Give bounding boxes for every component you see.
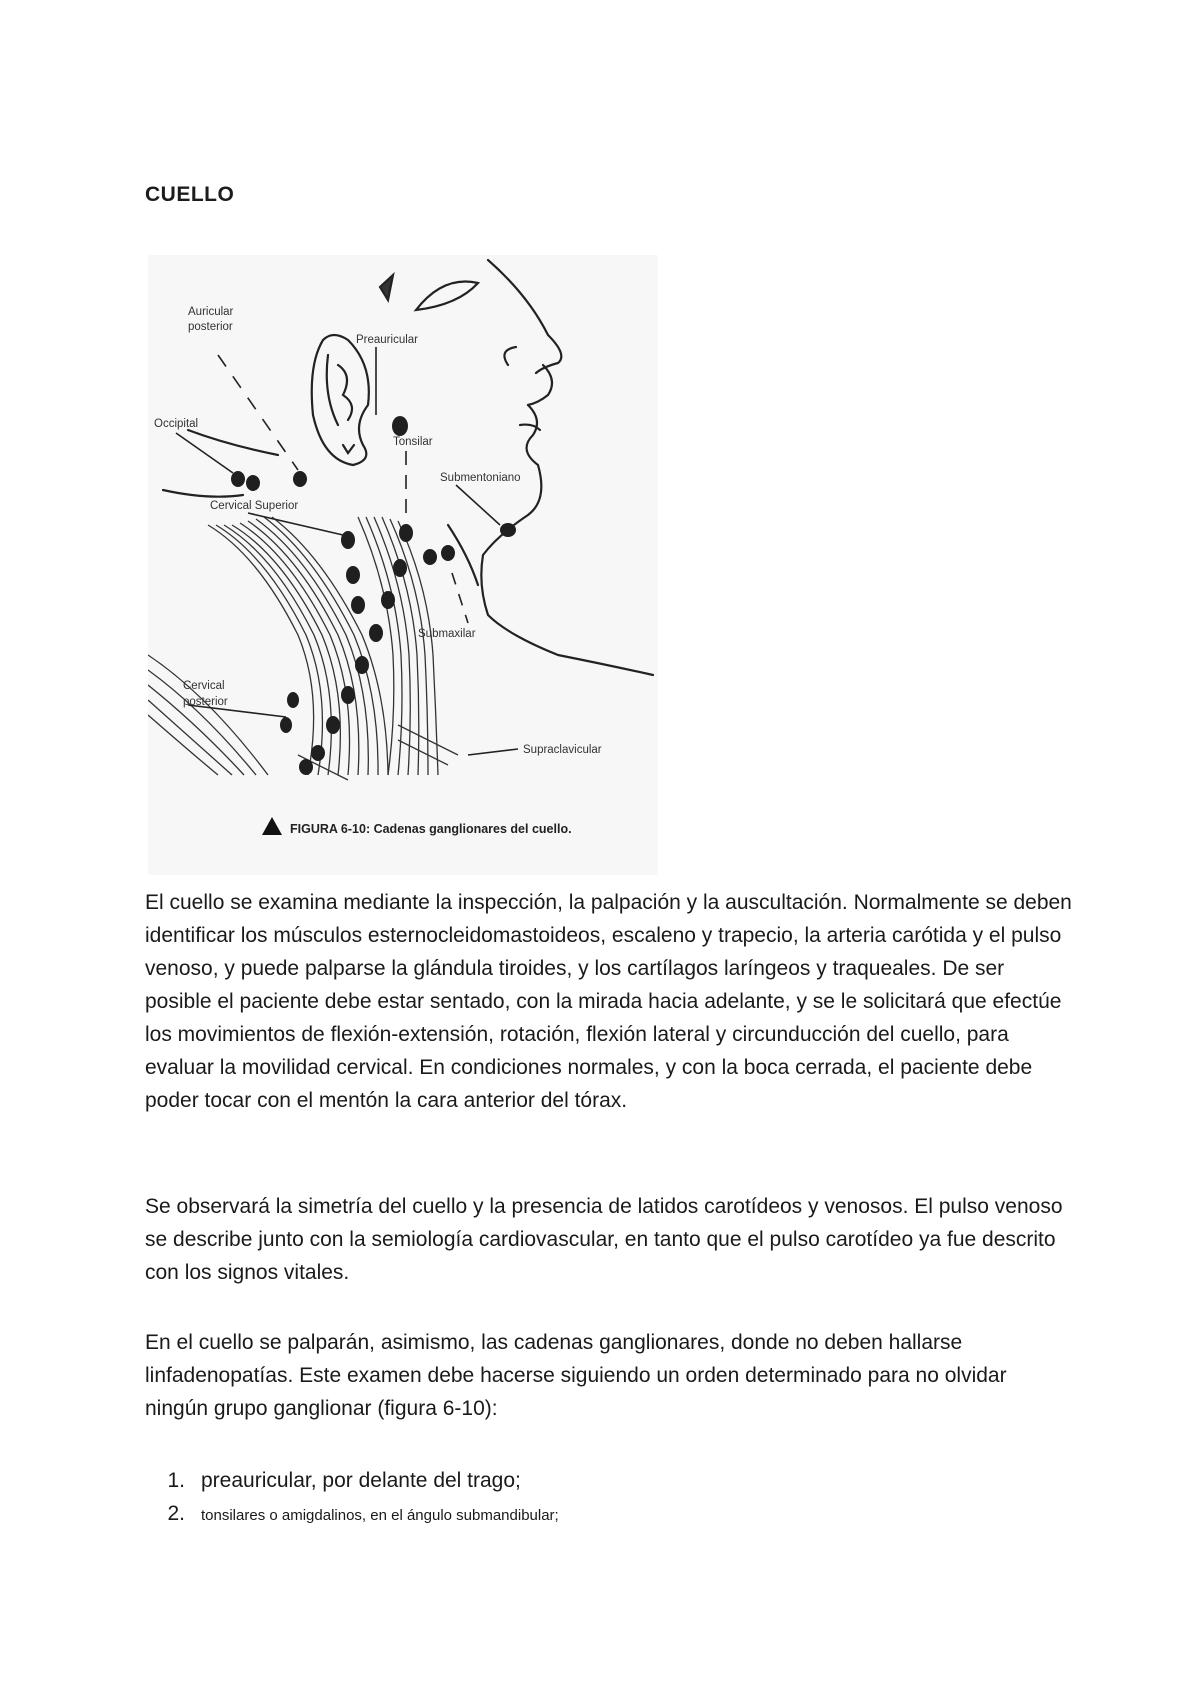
label-cervical-superior: Cervical Superior [210, 500, 299, 512]
node-cervical-superior-2 [346, 566, 360, 584]
node-submaxilar-1 [423, 549, 437, 565]
label-preauricular: Preauricular [356, 334, 418, 346]
node-supraclavicular-1 [311, 745, 325, 761]
node-supraclavicular-2 [299, 759, 313, 775]
label-submentoniano: Submentoniano [440, 472, 521, 484]
node-cervical-superior [341, 531, 355, 549]
label-auricular-posterior-2: posterior [188, 321, 233, 333]
list-item [145, 1499, 1075, 1531]
list-item-text: preauricular, por delante del trago; [201, 1469, 521, 1492]
node-jugular-6 [326, 716, 340, 734]
node-cervical-posterior-2 [280, 717, 292, 733]
paragraph-3 [145, 1326, 1075, 1425]
label-cervical-posterior-2: posterior [183, 696, 228, 708]
node-occipital-1 [231, 471, 245, 487]
node-cervical-superior-3 [351, 596, 365, 614]
node-jugular-3 [369, 624, 383, 642]
node-jugular-5 [341, 686, 355, 704]
node-jugular-1 [393, 559, 407, 577]
node-submentoniano [500, 523, 516, 537]
node-submaxilar-2 [441, 545, 455, 561]
node-jugular-2 [381, 591, 395, 609]
label-occipital: Occipital [154, 418, 199, 430]
label-auricular-posterior-1: Auricular [188, 306, 234, 318]
list-item-number: 2. [167, 1502, 185, 1525]
paragraph-2-text: Se observará la simetría del cuello y la presencia de latidos carotídeos y venosos. El pulso venoso se describe junto con la semiología cardiovascular, en tanto que el pulso carotídeo ya fue descrito con los signos vitales. [145, 1195, 1063, 1284]
node-auricular-posterior [293, 471, 307, 487]
label-tonsilar: Tonsilar [393, 436, 433, 448]
node-cervical-posterior-1 [287, 692, 299, 708]
label-submaxilar: Submaxilar [418, 628, 476, 640]
node-preauricular [392, 416, 408, 436]
figure-caption: FIGURA 6-10: Cadenas ganglionares del cuello. [290, 822, 572, 836]
label-cervical-posterior-1: Cervical [183, 680, 225, 692]
node-occipital-2 [246, 475, 260, 491]
node-jugular-4 [355, 656, 369, 674]
paragraph-2 [145, 1190, 1075, 1289]
paragraph-1-text: El cuello se examina mediante la inspección, la palpación y la auscultación. Normalmente se deben identificar los músculos esternocleidomastoideos, escaleno y trapecio, la arteria carótida y el pulso venoso, y puede palparse la glándula tiroides, y los cartílagos laríngeos y traqueales. De ser posible el paciente debe estar sentado, con la mirada hacia adelante, y se le solicitará que efectúe los movimientos de flexión-extensión, rotación, flexión lateral y circunducción del cuello, para evaluar la movilidad cervical. En condiciones normales, y con la boca cerrada, el paciente debe poder tocar con el mentón la cara anterior del tórax. [145, 891, 1072, 1112]
ganglion-order-list [145, 1463, 1075, 1531]
list-item-number: 1. [167, 1469, 185, 1492]
paragraph-1 [145, 886, 1075, 1117]
list-item [145, 1463, 1075, 1499]
paragraph-3-text: En el cuello se palparán, asimismo, las cadenas ganglionares, donde no deben hallarse linfadenopatías. Este examen debe hacerse siguiendo un orden determinado para no olvidar ningún grupo ganglionar (figura 6-10): [145, 1331, 1007, 1420]
node-tonsilar [399, 524, 413, 542]
label-supraclavicular: Supraclavicular [523, 744, 602, 756]
list-item-text: tonsilares o amigdalinos, en el ángulo submandibular; [201, 1507, 559, 1524]
section-heading: CUELLO [145, 183, 235, 206]
lymph-node-figure [148, 255, 658, 875]
